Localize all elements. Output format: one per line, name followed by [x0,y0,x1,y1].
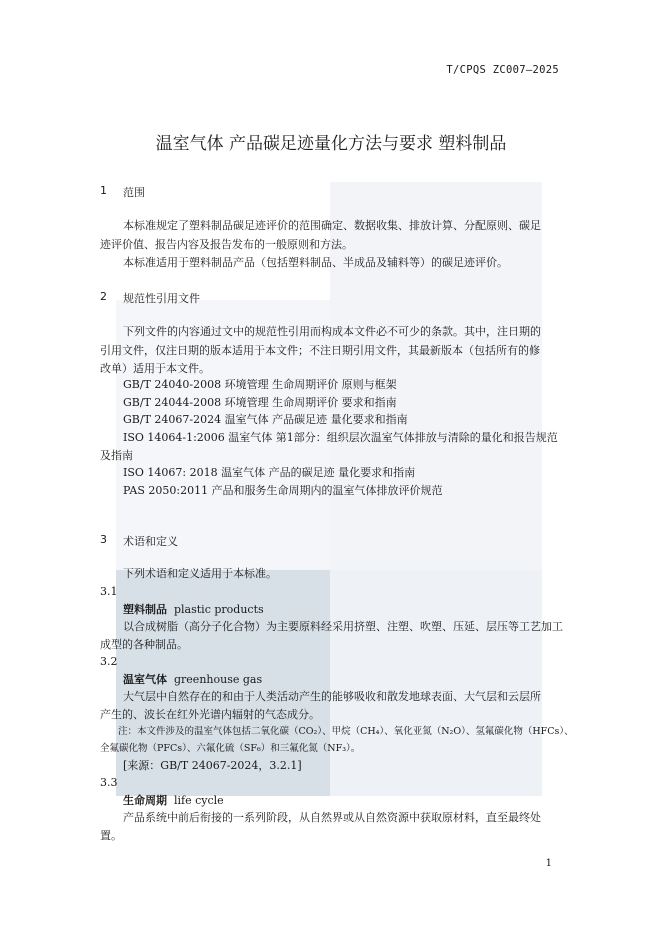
paragraph-line: 下列文件的内容通过文中的规范性引用而构成本文件必不可少的条款。其中，注日期的 [123,325,541,338]
term-en: plastic products [174,603,264,616]
term-number: 3.2 [100,655,118,668]
reference-item: GB/T 24040-2008 环境管理 生命周期评价 原则与框架 [123,378,397,391]
reference-item: 及指南 [100,449,133,462]
term-definition: 以合成树脂（高分子化合物）为主要原料经采用挤塑、注塑、吹塑、压延、层压等工艺加工 [123,620,563,633]
page-number: 1 [545,858,552,869]
term-definition: 产品系统中前后衔接的一系列阶段，从自然界或从自然资源中获取原材料，直至最终处 [123,811,541,824]
section-number: 1 [100,184,107,197]
term-cn: 塑料制品 [123,603,167,616]
document-title: 温室气体 产品碳足迹量化方法与要求 塑料制品 [155,134,507,154]
section-heading: 范围 [123,186,145,199]
section-number: 3 [100,533,107,546]
term-definition: 成型的各种制品。 [100,638,188,651]
watermark-panel [330,570,542,796]
term-definition: 大气层中自然存在的和由于人类活动产生的能够吸收和散发地球表面、大气层和云层所 [123,690,541,703]
reference-item: ISO 14064-1:2006 温室气体 第1部分：组织层次温室气体排放与清除的量化和报告规范 [123,431,558,444]
reference-item: PAS 2050:2011 产品和服务生命周期内的温室气体排放评价规范 [123,484,443,497]
reference-item: GB/T 24067-2024 温室气体 产品碳足迹 量化要求和指南 [123,413,408,426]
section-number: 2 [100,290,107,303]
reference-item: ISO 14067: 2018 温室气体 产品的碳足迹 量化要求和指南 [123,466,416,479]
section-heading: 术语和定义 [123,535,178,548]
term-definition: 置。 [100,829,122,842]
term-en: greenhouse gas [174,673,263,686]
note-line: 注：本文件涉及的温室气体包括二氧化碳（CO₂）、甲烷（CH₄）、氧化亚氮（N₂O）、氢氟碳化物（HFCs）、 [118,726,574,737]
term-definition: 产生的、波长在红外光谱内辐射的气态成分。 [100,708,320,721]
paragraph-line: 迹评价值、报告内容及报告发布的一般原则和方法。 [100,238,353,251]
source-citation: [来源：GB/T 24067-2024，3.2.1] [123,759,302,772]
paragraph-line: 本标准规定了塑料制品碳足迹评价的范围确定、数据收集、排放计算、分配原则、碳足 [123,219,541,232]
paragraph-line: 改单）适用于本文件。 [100,362,210,375]
paragraph-line: 下列术语和定义适用于本标准。 [123,567,277,580]
paragraph-line: 引用文件，仅注日期的版本适用于本文件；不注日期引用文件，其最新版本（包括所有的修 [100,344,540,357]
document-code: T/CPQS ZC007—2025 [446,64,559,76]
paragraph-line: 本标准适用于塑料制品产品（包括塑料制品、半成品及辅料等）的碳足迹评价。 [123,256,508,269]
note-line: 全氟碳化物（PFCs）、六氟化硫（SF₆）和三氟化氮（NF₃）。 [100,743,361,754]
term-number: 3.3 [100,776,118,789]
term-cn: 生命周期 [123,794,167,807]
term-number: 3.1 [100,585,118,598]
term-en: life cycle [174,794,224,807]
section-heading: 规范性引用文件 [123,292,200,305]
reference-item: GB/T 24044-2008 环境管理 生命周期评价 要求和指南 [123,396,397,409]
term-cn: 温室气体 [123,673,167,686]
